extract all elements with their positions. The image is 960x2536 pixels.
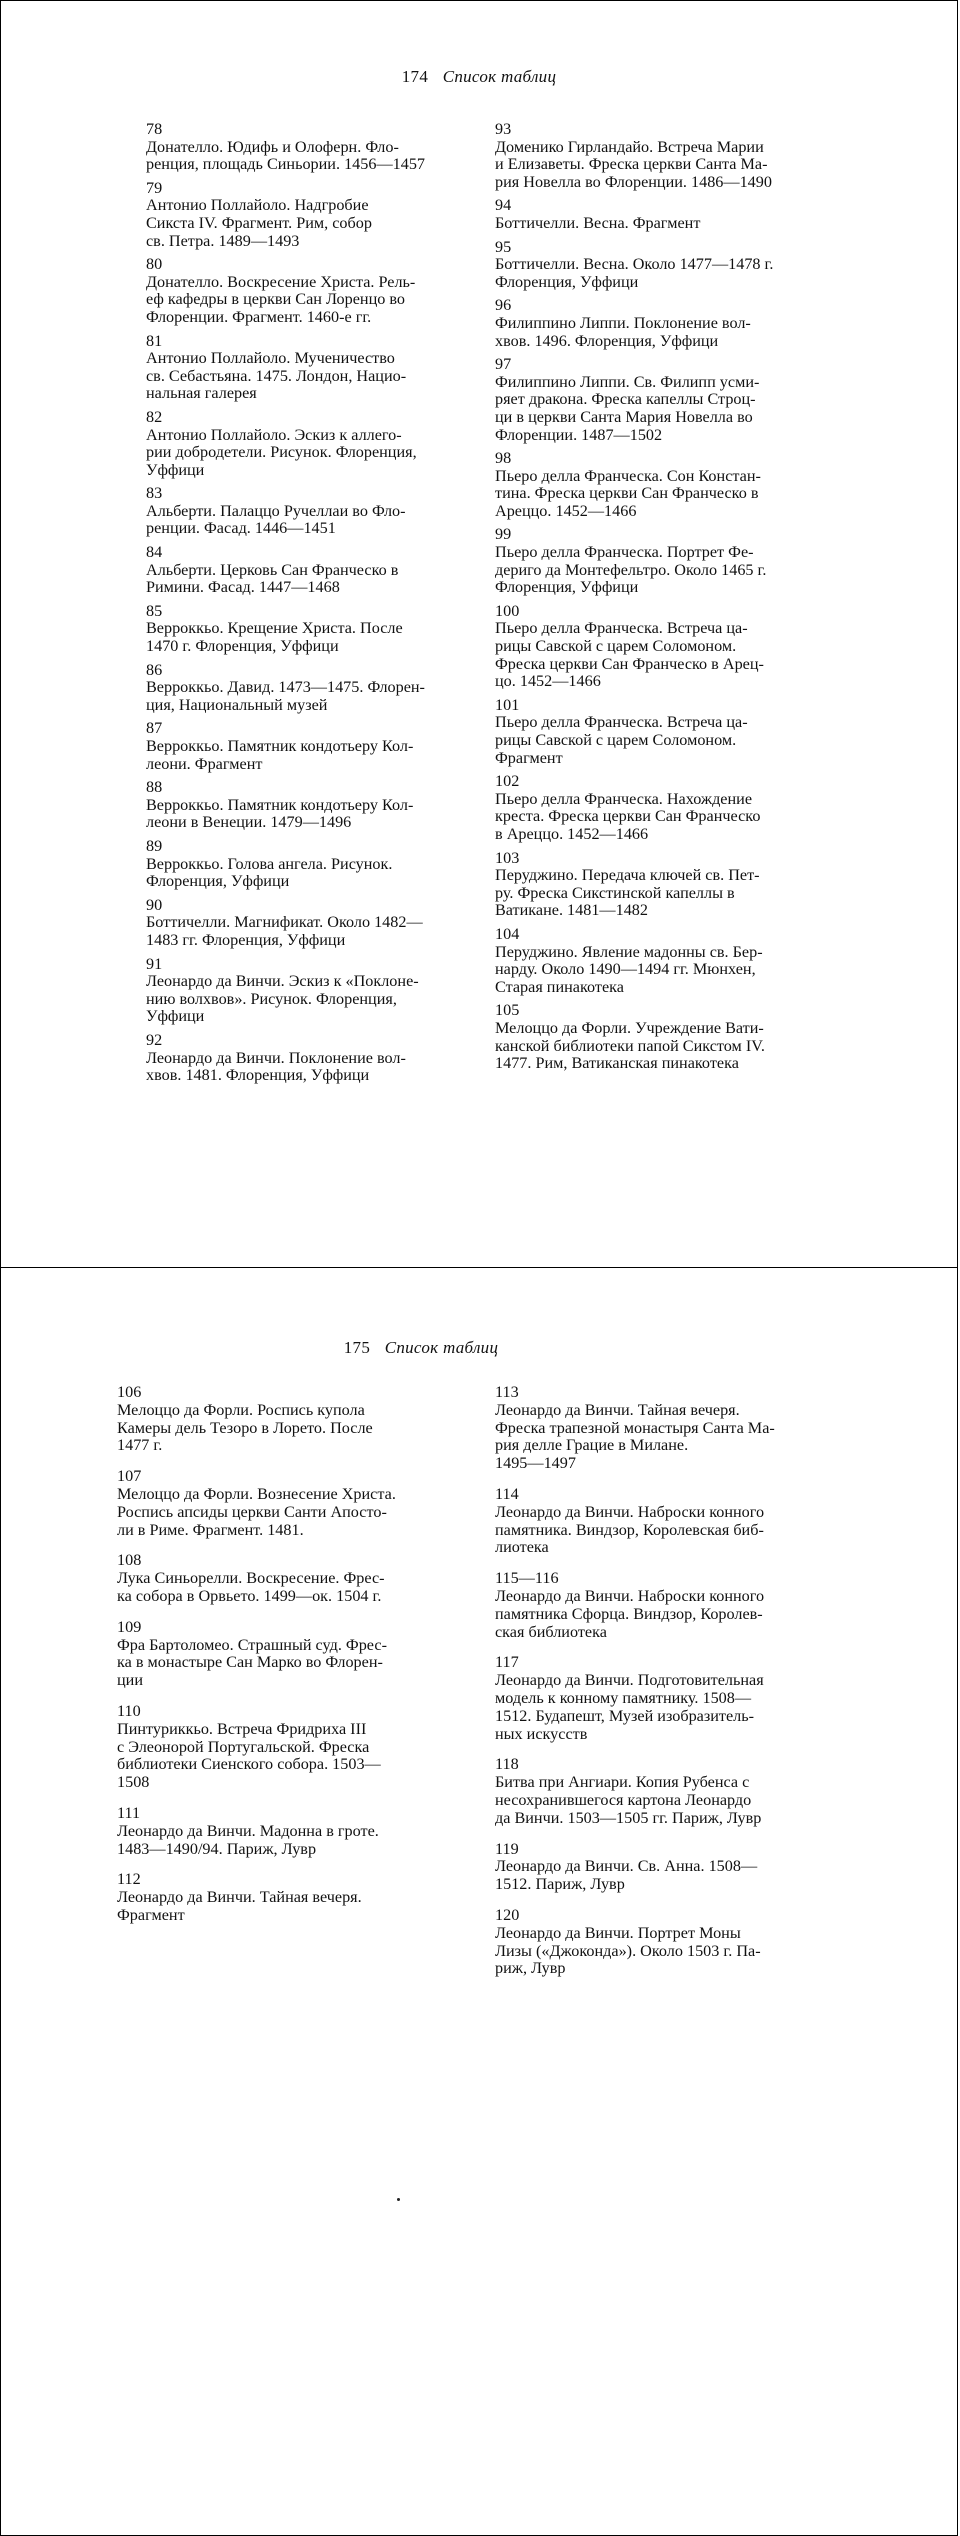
plate-caption: Пьеро делла Франческа. Встреча ца- рицы Савской с царем Соломоном. Фреска церкви Сан Франческо в Арец- цо. 1452—1466	[495, 619, 764, 691]
plate-caption: Перуджино. Передача ключей св. Пет- ру. Фреска Сикстинской капеллы в Ватикане. 1481—1482	[495, 866, 760, 920]
plate-number: 113	[495, 1383, 519, 1401]
running-title: Список таблиц	[442, 67, 557, 86]
plate-caption: Пьеро делла Франческа. Встреча ца- рицы Савской с царем Соломоном. Фрагмент	[495, 713, 748, 767]
plate-caption: Антонио Поллайоло. Эскиз к аллего- рии добродетели. Рисунок. Флоренция, Уффици	[146, 425, 417, 479]
plate-number: 99	[495, 525, 512, 544]
list-item	[146, 897, 511, 950]
plate-number: 78	[146, 120, 163, 138]
list-item	[495, 603, 860, 691]
list-item	[495, 1907, 847, 1978]
plate-number: 97	[495, 355, 512, 374]
list-item	[117, 1871, 469, 1924]
plate-number: 119	[495, 1839, 519, 1858]
plate-caption: Леонардо да Винчи. Тайная вечеря. Фреска трапезной монастыря Санта Ма- рия делле Грацие в Милане. 1495—1497	[495, 1400, 775, 1473]
plate-caption: Фра Бартоломео. Страшный суд. Фрес- ка в монастыре Сан Марко во Флорен- ции	[117, 1635, 387, 1690]
plate-number: 82	[146, 407, 163, 426]
list-item	[495, 1384, 847, 1473]
plate-caption: Боттичелли. Весна. Фрагмент	[495, 213, 701, 232]
plate-number: 93	[495, 120, 512, 138]
plate-number: 90	[146, 895, 163, 914]
list-item	[495, 121, 860, 191]
plate-caption: Леонардо да Винчи. Св. Анна. 1508— 1512. Париж, Лувр	[495, 1857, 758, 1894]
plate-caption: Донателло. Юдифь и Олоферн. Фло- ренция, площадь Синьории. 1456—1457	[146, 137, 426, 174]
plate-number: 111	[117, 1803, 141, 1822]
list-item	[495, 1570, 847, 1641]
plate-caption: Леонардо да Винчи. Поклонение вол- хвов. 1481. Флоренция, Уффици	[146, 1048, 406, 1085]
plate-number: 83	[146, 484, 163, 503]
plate-number: 110	[117, 1701, 141, 1720]
list-item	[146, 838, 511, 891]
plate-caption: Битва при Ангиари. Копия Рубенса с несохранившегося картона Леонардо да Винчи. 1503—1505 гг. Париж, Лувр	[495, 1773, 762, 1827]
list-item	[495, 197, 860, 232]
plate-number: 95	[495, 237, 512, 256]
page-174	[0, 0, 958, 1268]
list-item	[495, 1002, 860, 1072]
list-item	[146, 180, 511, 250]
left-column	[146, 121, 511, 1091]
plate-number: 85	[146, 601, 163, 620]
list-item	[146, 956, 511, 1026]
plate-number: 81	[146, 331, 163, 350]
page-number: 175	[343, 1338, 371, 1357]
page-header	[1, 67, 957, 87]
list-item	[146, 256, 511, 326]
plate-number: 120	[495, 1905, 520, 1924]
plate-caption: Леонардо да Винчи. Эскиз к «Поклоне- нию волхвов». Рисунок. Флоренция, Уффици	[146, 972, 419, 1026]
plate-number: 105	[495, 1001, 520, 1020]
plate-caption: Пинтуриккьо. Встреча Фридриха III с Элеонорой Португальской. Фреска библиотеки Сиенского собора. 1503— 1508	[117, 1719, 381, 1792]
plate-number: 79	[146, 178, 163, 197]
plate-caption: Филиппино Липпи. Поклонение вол- хвов. 1496. Флоренция, Уффици	[495, 313, 751, 350]
list-item	[117, 1552, 469, 1605]
plate-number: 106	[117, 1383, 142, 1401]
list-item	[495, 926, 860, 996]
list-item	[146, 544, 511, 597]
plate-number: 96	[495, 296, 512, 315]
list-item	[495, 1756, 847, 1827]
list-item	[146, 720, 511, 773]
plate-caption: Боттичелли. Магнификат. Около 1482— 1483 гг. Флоренция, Уффици	[146, 913, 423, 949]
plate-number: 84	[146, 543, 163, 562]
plate-number: 89	[146, 836, 163, 855]
plate-caption: Филиппино Липпи. Св. Филипп усми- ряет дракона. Фреска капеллы Строц- ци в церкви Санта Мария Новелла во Флоренции. 1487—1502	[495, 372, 760, 444]
list-item	[495, 450, 860, 520]
plate-caption: Леонардо да Винчи. Портрет Моны Лизы («Джоконда»). Около 1503 г. Па- риж, Лувр	[495, 1923, 761, 1978]
list-item	[146, 662, 511, 715]
list-item	[495, 239, 860, 292]
plate-caption: Альберти. Церковь Сан Франческо в Римини. Фасад. 1447—1468	[146, 560, 399, 597]
list-item	[146, 409, 511, 479]
list-item	[117, 1703, 469, 1792]
plate-number: 94	[495, 196, 512, 215]
plate-caption: Перуджино. Явление мадонны св. Бер- нарду. Около 1490—1494 гг. Мюнхен, Старая пинакотека	[495, 942, 763, 996]
list-item	[146, 1032, 511, 1085]
plate-caption: Лука Синьорелли. Воскресение. Фрес- ка собора в Орвьето. 1499—ок. 1504 г.	[117, 1569, 385, 1605]
plate-caption: Антонио Поллайоло. Мученичество св. Себастьяна. 1475. Лондон, Нацио- нальная галерея	[146, 349, 407, 403]
plate-caption: Альберти. Палаццо Ручеллаи во Фло- ренции. Фасад. 1446—1451	[146, 501, 406, 538]
list-item	[495, 356, 860, 444]
plate-number: 102	[495, 772, 520, 791]
list-item	[146, 603, 511, 656]
plate-caption: Леонардо да Винчи. Наброски конного памятника. Виндзор, Королевская биб- лиотека	[495, 1502, 765, 1557]
plate-number: 100	[495, 601, 520, 620]
plate-number: 117	[495, 1653, 519, 1672]
plate-number: 112	[117, 1870, 141, 1889]
list-item	[146, 121, 511, 174]
plate-caption: Пьеро делла Франческа. Портрет Фе- дериго да Монтефельтро. Около 1465 г. Флоренция, Уффици	[495, 543, 767, 597]
plate-caption: Леонардо да Винчи. Мадонна в гроте. 1483—1490/94. Париж, Лувр	[117, 1821, 379, 1858]
plate-number: 108	[117, 1551, 142, 1570]
plate-caption: Мелоццо да Форли. Роспись купола Камеры дель Тезоро в Лорето. После 1477 г.	[117, 1400, 373, 1455]
plate-number: 86	[146, 660, 163, 679]
plate-caption: Верроккьо. Голова ангела. Рисунок. Флоренция, Уффици	[146, 854, 393, 891]
plate-caption: Верроккьо. Крещение Христа. После 1470 г. Флоренция, Уффици	[146, 619, 403, 656]
right-column	[495, 1384, 847, 1991]
list-item	[117, 1384, 469, 1455]
list-item	[117, 1468, 469, 1539]
list-item	[495, 297, 860, 350]
plate-caption: Боттичелли. Весна. Около 1477—1478 г. Флоренция, Уффици	[495, 255, 774, 291]
plate-number: 115—116	[495, 1569, 559, 1588]
list-item	[495, 1654, 847, 1743]
page-header	[0, 1338, 899, 1358]
plate-number: 104	[495, 924, 520, 943]
plate-number: 91	[146, 954, 163, 973]
list-item	[495, 1841, 847, 1894]
list-item	[117, 1805, 469, 1858]
plate-caption: Верроккьо. Давид. 1473—1475. Флорен- ция, Национальный музей	[146, 678, 425, 714]
plate-number: 114	[495, 1484, 519, 1503]
plate-number: 107	[117, 1467, 142, 1486]
list-item	[495, 697, 860, 767]
plate-caption: Верроккьо. Памятник кондотьеру Кол- леони в Венеции. 1479—1496	[146, 795, 414, 832]
running-title: Список таблиц	[384, 1338, 499, 1357]
page-175	[0, 1268, 958, 2536]
plate-caption: Леонардо да Винчи. Тайная вечеря. Фрагмент	[117, 1888, 362, 1924]
plate-caption: Антонио Поллайоло. Надгробие Сикста IV. Фрагмент. Рим, собор св. Петра. 1489—1493	[146, 196, 372, 250]
plate-caption: Доменико Гирландайо. Встреча Марии и Елизаветы. Фреска церкви Санта Ма- рия Новелла во Флоренции. 1486—1490	[495, 137, 772, 191]
plate-caption: Мелоццо да Форли. Учреждение Вати- канской библиотеки папой Сикстом IV. 1477. Рим, Ватиканская пинакотека	[495, 1018, 765, 1073]
page-number: 174	[401, 67, 429, 86]
plate-number: 92	[146, 1030, 163, 1049]
left-column	[117, 1384, 469, 1938]
plate-number: 98	[495, 449, 512, 468]
plate-caption: Мелоццо да Форли. Вознесение Христа. Роспись апсиды церкви Санти Апосто- ли в Риме. Фрагмент. 1481.	[117, 1484, 396, 1539]
list-item	[495, 526, 860, 596]
plate-caption: Пьеро делла Франческа. Нахождение креста. Фреска церкви Сан Франческо в Ареццо. 1452—1466	[495, 789, 761, 843]
right-column	[495, 121, 860, 1079]
print-speck	[397, 2198, 400, 2201]
plate-number: 118	[495, 1755, 519, 1774]
plate-caption: Леонардо да Винчи. Наброски конного памятника Сфорца. Виндзор, Королев- ская библиотека	[495, 1586, 765, 1641]
plate-caption: Леонардо да Винчи. Подготовительная модель к конному памятнику. 1508— 1512. Будапешт, Музей изобразитель- ных искусств	[495, 1671, 764, 1743]
plate-number: 101	[495, 695, 520, 714]
plate-number: 103	[495, 848, 520, 867]
list-item	[117, 1619, 469, 1690]
plate-number: 109	[117, 1617, 142, 1636]
plate-number: 87	[146, 719, 163, 738]
plate-caption: Донателло. Воскресение Христа. Рель- еф кафедры в церкви Сан Лоренцо во Флоренции. Фрагмент. 1460-е гг.	[146, 272, 416, 326]
plate-number: 80	[146, 255, 163, 274]
list-item	[146, 779, 511, 832]
plate-caption: Верроккьо. Памятник кондотьеру Кол- леони. Фрагмент	[146, 737, 414, 773]
plate-caption: Пьеро делла Франческа. Сон Констан- тина. Фреска церкви Сан Франческо в Ареццо. 1452—1466	[495, 466, 761, 520]
list-item	[495, 773, 860, 843]
list-item	[495, 1486, 847, 1557]
list-item	[146, 333, 511, 403]
plate-number: 88	[146, 778, 163, 797]
list-item	[495, 850, 860, 920]
list-item	[146, 485, 511, 538]
